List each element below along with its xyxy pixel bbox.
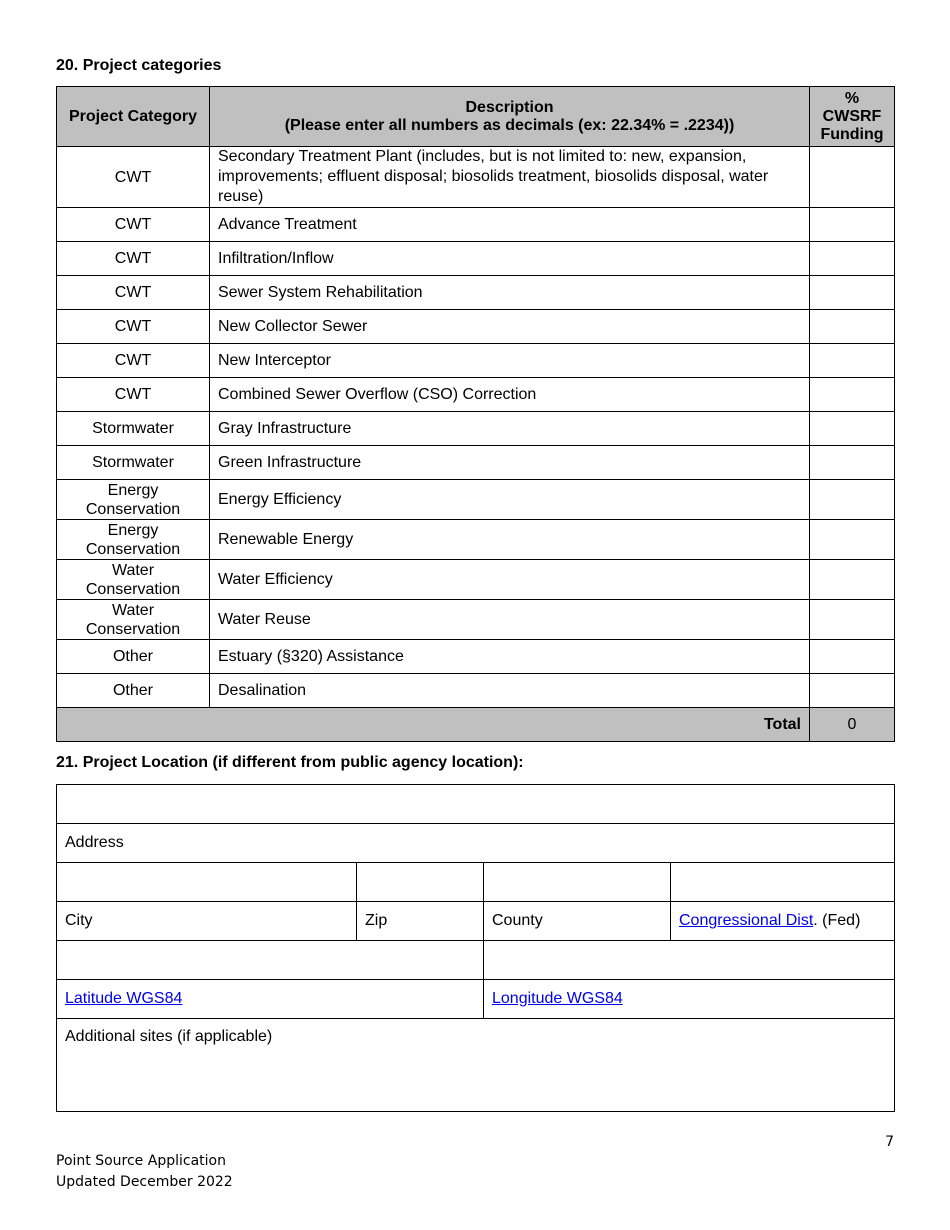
funding-input-cell[interactable] [810, 674, 895, 708]
category-cell: CWT [57, 310, 210, 344]
longitude-input[interactable] [484, 941, 895, 980]
latitude-link[interactable]: Latitude WGS84 [65, 990, 183, 1007]
table-row [57, 242, 895, 276]
congressional-district-suffix: . (Fed) [813, 912, 861, 929]
funding-input-cell[interactable] [810, 560, 895, 600]
table-row [57, 147, 895, 208]
city-label: City [57, 902, 357, 941]
description-cell: Advance Treatment [210, 208, 810, 242]
funding-input-cell[interactable] [810, 520, 895, 560]
header-pct-cwsrf: CWSRF [822, 107, 882, 125]
project-location-table [56, 784, 895, 1112]
category-line: Energy [107, 521, 159, 539]
county-input[interactable] [484, 863, 671, 902]
funding-input-cell[interactable] [810, 344, 895, 378]
longitude-link[interactable]: Longitude WGS84 [492, 990, 623, 1007]
description-cell: Water Efficiency [210, 560, 810, 600]
category-cell [57, 600, 210, 640]
category-cell: CWT [57, 378, 210, 412]
header-description [210, 87, 810, 147]
description-cell: Secondary Treatment Plant (includes, but is not limited to: new, expansion, improvements; effluent disposal; biosolids treatment, biosolids disposal, water reuse) [210, 147, 810, 208]
table-row [57, 378, 895, 412]
description-cell: Green Infrastructure [210, 446, 810, 480]
category-line: Conservation [85, 540, 181, 558]
funding-input-cell[interactable] [810, 446, 895, 480]
header-cwsrf-funding [810, 87, 895, 147]
category-cell: CWT [57, 344, 210, 378]
funding-input-cell[interactable] [810, 276, 895, 310]
description-cell: Water Reuse [210, 600, 810, 640]
description-cell: Renewable Energy [210, 520, 810, 560]
latitude-label [57, 980, 484, 1019]
total-row [57, 708, 895, 742]
table-header-row [57, 87, 895, 147]
address-label: Address [57, 824, 895, 863]
table-row [57, 640, 895, 674]
funding-input-cell[interactable] [810, 412, 895, 446]
description-cell: Combined Sewer Overflow (CSO) Correction [210, 378, 810, 412]
section-21-title: 21. Project Location (if different from public agency location): [56, 754, 524, 771]
congressional-district-input[interactable] [671, 863, 895, 902]
congressional-district-label [671, 902, 895, 941]
table-row [57, 446, 895, 480]
category-cell [57, 560, 210, 600]
header-description-title: Description [465, 98, 554, 116]
category-line: Conservation [85, 580, 181, 598]
category-cell: Stormwater [57, 446, 210, 480]
category-cell: CWT [57, 276, 210, 310]
description-cell: Estuary (§320) Assistance [210, 640, 810, 674]
category-cell: Other [57, 674, 210, 708]
category-line: Energy [107, 481, 159, 499]
table-row [57, 674, 895, 708]
total-value: 0 [810, 708, 895, 742]
description-cell: New Collector Sewer [210, 310, 810, 344]
table-row [57, 600, 895, 640]
description-cell: Gray Infrastructure [210, 412, 810, 446]
funding-input-cell[interactable] [810, 480, 895, 520]
category-line: Conservation [85, 500, 181, 518]
description-cell: Infiltration/Inflow [210, 242, 810, 276]
additional-sites-label: Additional sites (if applicable) [65, 1028, 273, 1045]
congressional-district-link[interactable]: Congressional Dist [679, 912, 814, 929]
section-20-title: 20. Project categories [56, 57, 222, 74]
footer-title: Point Source Application [56, 1153, 226, 1169]
zip-label: Zip [357, 902, 484, 941]
table-row [57, 310, 895, 344]
total-label: Total [57, 708, 810, 742]
category-line: Conservation [85, 620, 181, 638]
longitude-label [484, 980, 895, 1019]
table-row [57, 208, 895, 242]
category-cell [57, 520, 210, 560]
funding-input-cell[interactable] [810, 640, 895, 674]
description-cell: New Interceptor [210, 344, 810, 378]
description-cell: Desalination [210, 674, 810, 708]
additional-sites-field[interactable] [57, 1019, 895, 1112]
zip-input[interactable] [357, 863, 484, 902]
category-cell [57, 480, 210, 520]
table-row [57, 520, 895, 560]
header-project-category: Project Category [57, 87, 210, 147]
funding-input-cell[interactable] [810, 147, 895, 208]
funding-input-cell[interactable] [810, 310, 895, 344]
city-input[interactable] [57, 863, 357, 902]
county-label: County [484, 902, 671, 941]
header-pct-symbol: % [844, 89, 860, 107]
latitude-input[interactable] [57, 941, 484, 980]
category-line: Water [111, 601, 155, 619]
category-line: Water [111, 561, 155, 579]
header-description-note: (Please enter all numbers as decimals (ex: 22.34% = .2234)) [284, 116, 735, 134]
funding-input-cell[interactable] [810, 378, 895, 412]
category-cell: Other [57, 640, 210, 674]
funding-input-cell[interactable] [810, 208, 895, 242]
funding-input-cell[interactable] [810, 600, 895, 640]
description-cell: Sewer System Rehabilitation [210, 276, 810, 310]
address-input[interactable] [57, 785, 895, 824]
page-number: 7 [885, 1134, 894, 1150]
category-cell: CWT [57, 242, 210, 276]
header-pct-funding: Funding [820, 125, 884, 143]
category-cell: CWT [57, 147, 210, 208]
project-categories-table [56, 86, 895, 742]
table-row [57, 480, 895, 520]
table-row [57, 412, 895, 446]
category-cell: CWT [57, 208, 210, 242]
category-cell: Stormwater [57, 412, 210, 446]
table-row [57, 560, 895, 600]
footer-updated: Updated December 2022 [56, 1174, 233, 1190]
funding-input-cell[interactable] [810, 242, 895, 276]
table-row [57, 344, 895, 378]
table-row [57, 276, 895, 310]
description-cell: Energy Efficiency [210, 480, 810, 520]
